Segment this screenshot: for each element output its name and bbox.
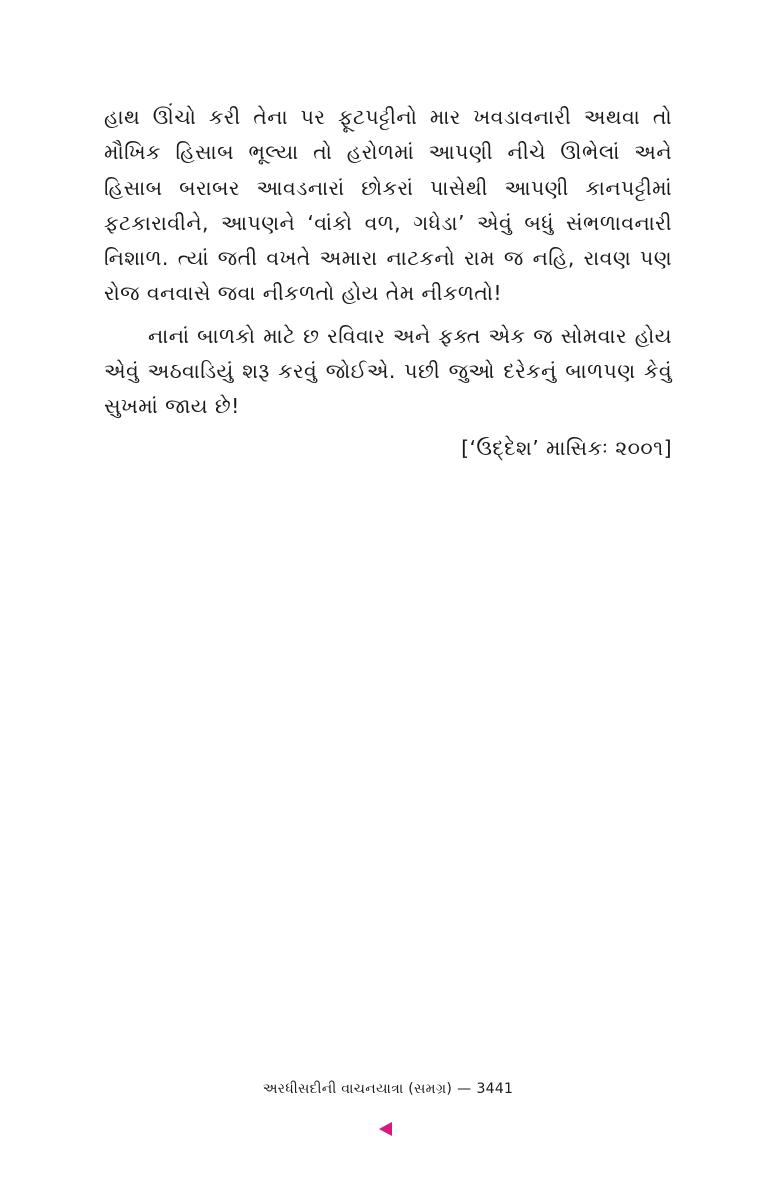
paragraph: હાથ ઊંચો કરી તેના પર ફૂટપટ્ટીનો માર ખવડાવનારી અથવા તો મૌખિક હિસાબ ભૂલ્યા તો હરોળમાં આપણી નીચે ઊભેલાં અને હિસાબ બરાબર આવડનારાં છોકરાં પાસેથી આપણી કાનપટ્ટીમાં ફટકારાવીને, આપણને ‘વાંકો વળ, ગધેડા’ એવું બધું સંભળાવનારી નિશાળ. ત્યાં જતી વખતે અમારા નાટકનો રામ જ નહિ, રાવણ પણ રોજ વનવાસે જવા નીકળતો હોય તેમ નીકળતો!: [104, 105, 672, 306]
paragraph: નાનાં બાળકો માટે છ રવિવાર અને ફક્ત એક જ સોમવાર હોય એવું અઠવાડિયું શરૂ કરવું જોઈએ. પછી જુઓ દરેકનું બાળપણ કેવું સુખમાં જાય છે!: [104, 323, 672, 419]
prev-page-arrow-icon[interactable]: [379, 1122, 392, 1136]
body-text: [104, 100, 672, 466]
page-footer: [0, 1079, 776, 1099]
footer-dash: —: [457, 1081, 472, 1097]
book-title: અરધીસદીની વાચનયાત્રા (સમગ્ર): [262, 1081, 453, 1097]
source-citation: [‘ઉદ્દેશ’ માસિકઃ ૨૦૦૧]: [461, 435, 672, 460]
page-number: 3441: [476, 1081, 514, 1097]
